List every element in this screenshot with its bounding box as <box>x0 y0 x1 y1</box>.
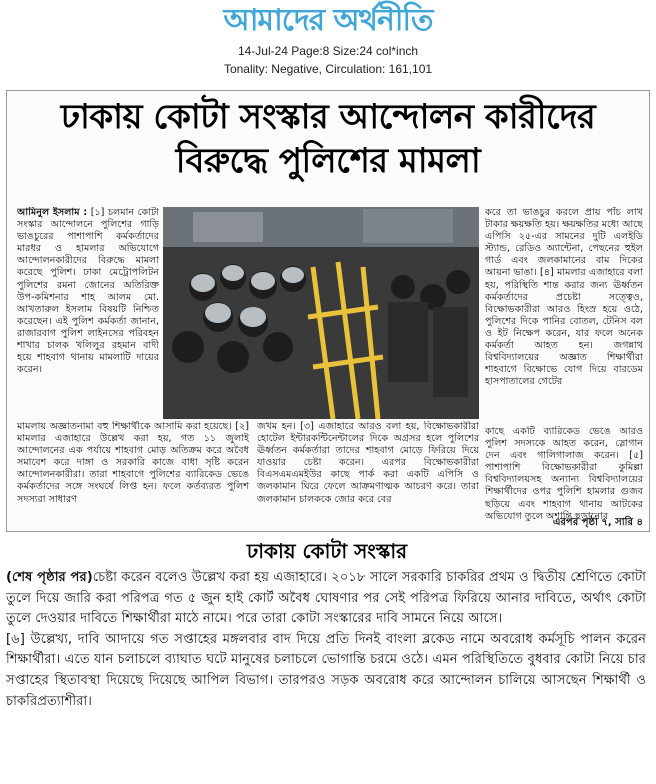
continued-on-note: এরপর পৃষ্ঠা ৭, সারি ৪ <box>552 517 643 528</box>
continuation-text-1: চেষ্টা করেন বলেও উল্লেখ করা হয় এজাহারে। ২০১৮ সালে সরকারি চাকরির প্রথম ও দ্বিতীয় শ্রেণিতে কোটা তুলে দিয়ে জারি করা পরিপত্র গত ৫ জুন হাই কোর্ট অবৈধ ঘোষণার পর সেই পরিপত্র ফিরিয়ে আনার দাবিতে, অর্থাৎ কোটা তুলে দেওয়ার দাবিতে শিক্ষার্থীরা মাঠে নামে। পরে তারা কোটা সংস্কারের দাবি সামনে নিয়ে আসে। <box>6 570 646 627</box>
clip-meta-date: 14-Jul-24 Page:8 Size:24 col*inch <box>237 44 419 58</box>
article-clipping <box>6 90 650 532</box>
article-column-a <box>17 207 159 421</box>
headline-line-1: ঢাকায় কোটা সংস্কার আন্দোলন কারীদের <box>60 97 596 137</box>
article-column-e: কাছে একটি ব্যারিকেড ভেঙে আরও পুলিশ সদস্যকে আহত করেন, স্লোগান দেন এবং গালিগালাজ করেন। [৫] পাশাপাশি বিক্ষোভকারীরা কুমিল্লা বিশ্ববিদ্যালয়সহ অন্যান্য বিশ্ববিদ্যালয়ের শিক্ষার্থীদের ওপর পুলিশি হামলার গুজব ছড়িয়ে এবং শাহবাগ থানায় আটকের অভিযোগ তুলে অশান্তি ছড়ানোর <box>485 426 643 521</box>
masthead <box>0 4 656 38</box>
protest-photo <box>163 207 479 419</box>
column-a-text: [১] চলমান কোটা সংস্কার আন্দোলনে পুলিশের গাড়ি ভাঙচুরের পাশাপাশি কর্মকর্তাদের মারধর ও হামলার অভিযোগে আন্দোলনকারীদের বিরুদ্ধে মামলা করেছে পুলিশ। ঢাকা মেট্রোপলিটন পুলিশের রমনা জোনের অতিরিক্ত উপ-কমিশনার শাহ আলম মো. আখতারুল ইসলাম বিষয়টি নিশ্চিত করেছেন। এই পুলিশ কর্মকর্তা জানান, রাজারবাগ পুলিশ লাইনসের পরিবহন শাখার চালক খলিলুর রহমান বাদী হয়ে শাহবাগ থানায় মামলাটি দায়ের করেন। <box>17 207 159 376</box>
clip-meta-tonality: Tonality: Negative, Circulation: 161,101 <box>223 62 433 76</box>
continuation-heading: ঢাকায় কোটা সংস্কার <box>246 539 408 563</box>
article-column-b: করে তা ভাঙচুর করলে প্রায় পাঁচ লাখ টাকার ক্ষয়ক্ষতি হয়। ক্ষয়ক্ষতির মধ্যে আছে এপিসি ২৫-এর সামনের দুটি এলইডি স্ট্যান্ড, রেডিও অ্যান্টেনা, পেছনের হুইল গার্ড এবং জলকামানের বাম দিকের আয়না ভাঙা। [৪] মামলার এজাহারে বলা হয়, পরিস্থিতি শান্ত করার জন্য ঊর্ধ্বতন কর্মকর্তাদের প্রচেষ্টা সত্ত্বেও, বিক্ষোভকারীরা আরও হিংস্র হয়ে ওঠে, পুলিশের দিকে পানির বোতল, টেনিস বল ও ইট নিক্ষেপ করেন, যার ফলে অনেক কর্মকর্তা আহত হন। জগন্নাথ বিশ্ববিদ্যালয়ের অজ্ঞাত শিক্ষার্থীরা শাহবাগে বিক্ষোভে যোগ দিয়ে বারডেম হাসপাতালের গেটের <box>485 207 643 388</box>
article-column-d: জখম হন। [৩] এজাহারে আরও বলা হয়, বিক্ষোভকারীরা হোটেল ইন্টারকন্টিনেন্টালের দিকে অগ্রসর হলে পুলিশের ঊর্ধ্বতন কর্মকর্তারা তাদের শাহবাগ মোড়ে ফিরিয়ে দিয়ে যাওয়ার চেষ্টা করেন। এরপর বিক্ষোভকারীরা বিএসএমএমইউর কাছে পার্ক করা একটি এপিসি ও জলকামান ঘিরে ফেলে আক্রমণাত্মক আচরণ করে। তারা জলকামান চালককে জোর করে বের <box>257 421 479 505</box>
newspaper-logo: আমাদের অর্থনীতি <box>223 3 433 38</box>
headline-line-2: বিরুদ্ধে পুলিশের মামলা <box>175 141 481 181</box>
continuation-body <box>6 568 646 712</box>
continuation-paragraph-2: [৬] উল্লেখ্য, দাবি আদায়ে গত সপ্তাহের মঙ্গলবার বাদ দিয়ে প্রতি দিনই বাংলা ব্লকেড নামে অবরোধ কর্মসূচি পালন করেন শিক্ষার্থীরা। এতে যান চলাচলে ব্যাঘাত ঘটে মানুষের চলাচলে ভোগান্তি চরমে ওঠে। এমন পরিস্থিতিতে বুধবার কোটা নিয়ে চার সপ্তাহের স্থিতাবস্থা দিয়েছে দিয়েছে আপিল বিভাগ। তারপরও সড়ক অবরোধ করে আন্দোলন চালিয়ে আসছেন শিক্ষার্থী ও চাকরিপ্রত্যাশীরা। <box>6 631 646 709</box>
article-column-c: মামলায় অজ্ঞাতনামা বহু শিক্ষার্থীকে আসামি করা হয়েছে। [২] মামলার এজাহারে উল্লেখ করা হয়, গত ১১ জুলাই আন্দোলনের এক পর্যায়ে শাহবাগ মোড় অতিক্রম করে অবৈধ সমাবেশ করে দাঙ্গা ও সরকারি কাজে বাধা সৃষ্টি করেন আন্দোলনকারীরা। তারা শাহবাগে পুলিশের ব্যারিকেড ভেঙে কর্মকর্তাদের সঙ্গে সংঘর্ষে লিপ্ত হন। ফলে কর্তব্যরত পুলিশ সদস্যরা সাধারণ <box>17 421 249 505</box>
continuation-lead: (শেষ পৃষ্ঠার পর) <box>6 570 93 585</box>
continuation-paragraph-1 <box>6 568 646 630</box>
protest-photo-image <box>163 207 479 419</box>
author-byline: আমিনুল ইসলাম : <box>17 207 88 218</box>
